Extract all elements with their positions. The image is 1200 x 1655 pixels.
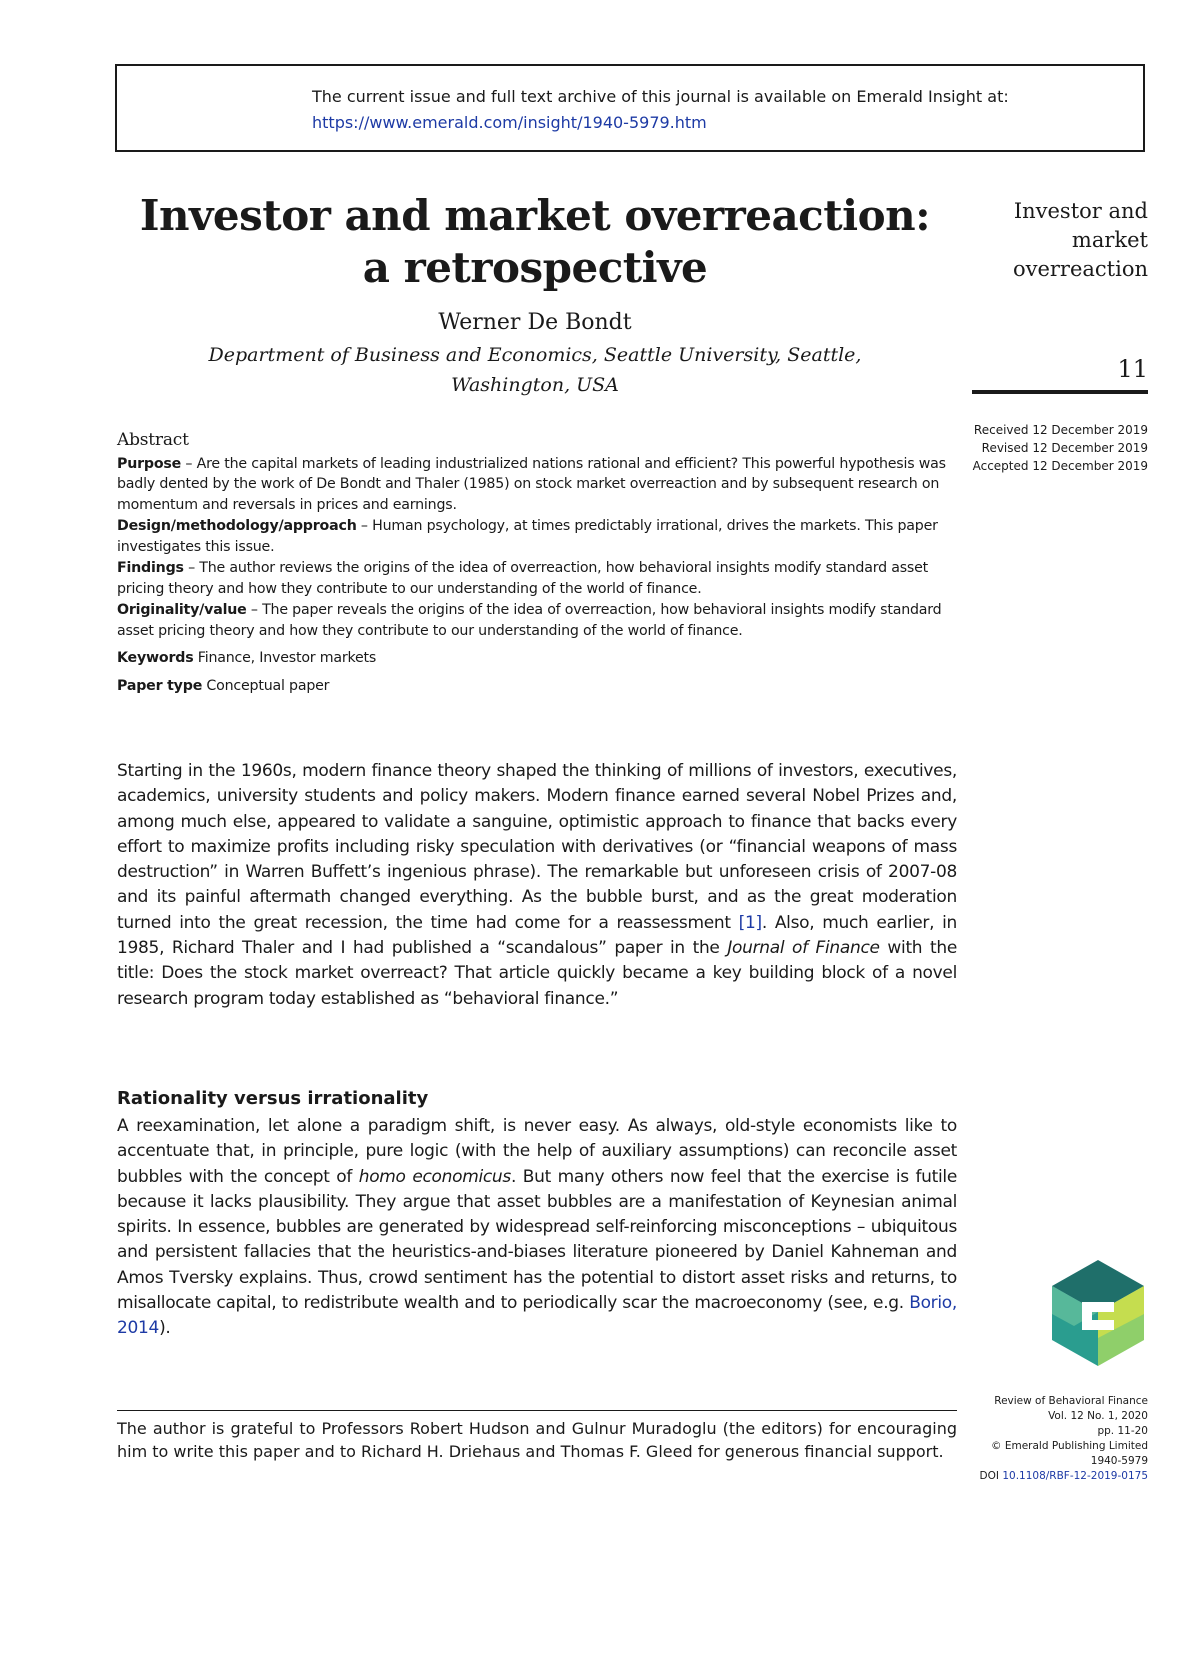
findings-text: – The author reviews the origins of the idea of overreaction, how behavioral insights modify standard asset pricing theory and how they contribute to our understanding of the world of finance. (117, 560, 928, 597)
citation-journal: Review of Behavioral Finance (994, 1395, 1148, 1407)
footnote-divider (117, 1410, 957, 1411)
footnote-ref-1[interactable]: [1] (738, 912, 762, 933)
abstract-design (117, 516, 957, 557)
article-title-line2: a retrospective (362, 243, 708, 292)
journal-archive-link[interactable]: https://www.emerald.com/insight/1940-5979.htm (312, 113, 707, 132)
article-title-line1: Investor and market overreaction: (139, 191, 931, 240)
acknowledgement-footnote: The author is grateful to Professors Robert Hudson and Gulnur Muradoglu (the editors) for encouraging him to write this paper and to Richard H. Driehaus and Thomas F. Gleed for generous financial support. (117, 1419, 957, 1461)
page-number: 11 (1117, 355, 1148, 383)
journal-notice (312, 84, 1009, 136)
keywords-text: Finance, Investor markets (193, 650, 377, 666)
abstract-findings (117, 558, 957, 599)
journal-notice-text: The current issue and full text archive of this journal is available on Emerald Insight at: (312, 87, 1009, 106)
journal-citation (980, 1394, 1148, 1484)
intro-text-3: with the title: Does the stock market overreact? That article quickly became a key building block of a novel research program today established as “behavioral finance.” (117, 938, 957, 1009)
submission-history (973, 421, 1148, 475)
section-text-1: A reexamination, let alone a paradigm shift, is never easy. As always, old-style economists like to accentuate that, in principle, pure logic (with the help of auxiliary assumptions) can reconcile asset bubbles with the concept of (117, 1116, 957, 1187)
section-paragraph (117, 1114, 957, 1342)
section-text-2: . But many others now feel that the exercise is futile because it lacks plausibility. They argue that asset bubbles are a manifestation of Keynesian animal spirits. In essence, bubbles are generated by widespread self-reinforcing misconceptions – ubiquitous and persistent fallacies that the heuristics-and-biases literature pioneered by Daniel Kahneman and Amos Tversky explains. Thus, crowd sentiment has the potential to distort asset risks and returns, to misallocate capital, to redistribute wealth and to periodically scar the macroeconomy (see, e.g. (117, 1166, 958, 1314)
originality-text: – The paper reveals the origins of the idea of overreaction, how behavioral insights modify standard asset pricing theory and how they contribute to our understanding of the world of finance. (117, 602, 942, 639)
affiliation-line1: Department of Business and Economics, Seattle University, Seattle, (208, 344, 862, 366)
purpose-label: Purpose (117, 455, 182, 472)
margin-divider (972, 390, 1148, 394)
running-head-line1: Investor and (1013, 199, 1148, 223)
citation-pages: pp. 11-20 (1097, 1425, 1148, 1437)
affiliation-line2: Washington, USA (451, 374, 619, 396)
running-head (968, 197, 1148, 284)
abstract-purpose (117, 454, 957, 516)
received-date: Received 12 December 2019 (973, 423, 1148, 437)
paper-type-label: Paper type (117, 677, 203, 694)
intro-paragraph (117, 759, 957, 1012)
homo-economicus: homo economicus (358, 1166, 511, 1187)
journal-notice-box (115, 64, 1145, 152)
accepted-date: Accepted 12 December 2019 (972, 459, 1148, 473)
citation-doi (980, 1469, 1148, 1484)
doi-link[interactable]: 10.1108/RBF-12-2019-0175 (1002, 1470, 1148, 1482)
intro-text-1: Starting in the 1960s, modern finance theory shaped the thinking of millions of investors, executives, academics, university students and policy makers. Modern finance earned several Nobel Prizes and, among much else, appeared to validate a sanguine, optimistic approach to finance that backs every effort to maximize profits including risky speculation with derivatives (or “financial weapons of mass destruction” in Warren Buffett’s ingenious phrase). The remarkable but unforeseen crisis of 2007-08 and its painful aftermath changed everything. As the bubble burst, and as the great moderation turned into the great recession, the time had come for a reassessment (117, 761, 957, 933)
journal-name: Journal of Finance (727, 938, 880, 959)
abstract-heading: Abstract (117, 430, 189, 450)
citation-link-borio[interactable]: Borio, 2014 (117, 1293, 957, 1339)
design-label: Design/methodology/approach (117, 518, 357, 534)
section-heading: Rationality versus irrationality (117, 1088, 429, 1109)
citation-volume: Vol. 12 No. 1, 2020 (1048, 1410, 1148, 1422)
doi-label: DOI (979, 1470, 1003, 1482)
revised-date: Revised 12 December 2019 (981, 441, 1148, 455)
author-name: Werner De Bondt (438, 310, 632, 335)
abstract (117, 430, 957, 697)
findings-label: Findings (117, 560, 184, 576)
purpose-text: – Are the capital markets of leading industrialized nations rational and efficient? This powerful hypothesis was badly dented by the work of De Bondt and Thaler (1985) on stock market overreaction and by subsequent research on momentum and reversals in prices and earnings. (117, 455, 946, 513)
citation-publisher: © Emerald Publishing Limited (991, 1440, 1148, 1452)
design-text: – Human psychology, at times predictably irrational, drives the markets. This paper investigates this issue. (117, 518, 938, 555)
keywords-label: Keywords (117, 650, 194, 666)
citation-issn: 1940-5979 (1090, 1455, 1148, 1467)
running-head-line3: overreaction (1012, 257, 1148, 281)
paper-type-text: Conceptual paper (202, 677, 330, 694)
abstract-originality (117, 600, 957, 641)
author-affiliation (120, 340, 950, 400)
abstract-keywords (117, 648, 957, 669)
originality-label: Originality/value (117, 602, 247, 618)
abstract-paper-type (117, 676, 957, 697)
publisher-logo-icon (1052, 1260, 1144, 1366)
article-title (100, 190, 970, 294)
running-head-line2: market (1071, 228, 1148, 252)
section-text-3: ). (159, 1318, 171, 1339)
intro-text-2: . Also, much earlier, in 1985, Richard Thaler and I had published a “scandalous” paper in the (117, 912, 957, 959)
